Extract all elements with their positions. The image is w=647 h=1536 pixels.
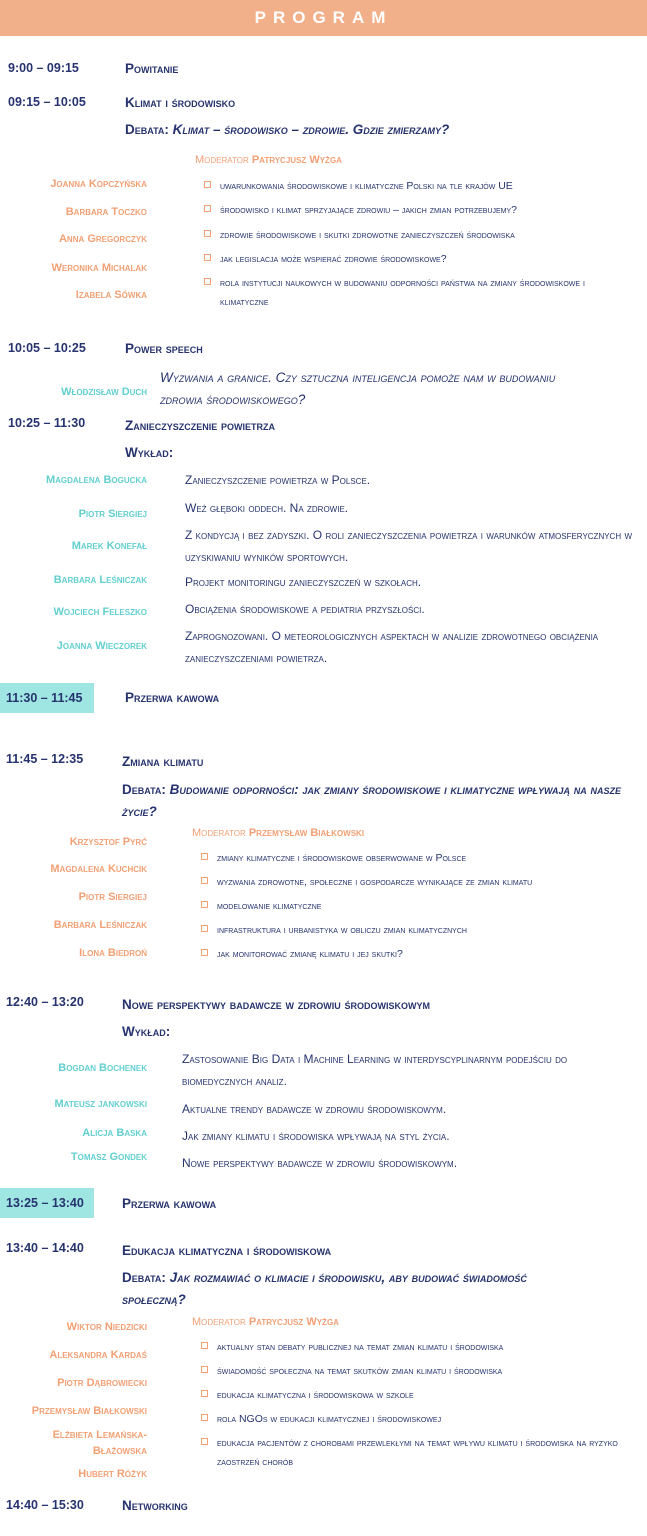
topic-item: jak legislacja może wspierać zdrowie środowiskowe? (204, 250, 624, 269)
topic-item: infrastruktura i urbanistyka w obliczu zmian klimatycznych (201, 921, 631, 940)
debate-prefix: Debata: (122, 782, 170, 797)
talk-title: Jak zmiany klimatu i środowiska wpływają na styl życia. (182, 1129, 450, 1143)
checkbox-bullet-icon (201, 1390, 208, 1397)
talk-title: Zaprognozowani. O meteorologicznych aspektach w analizie zdrowotnego obciążenia zanieczyszczeniami powietrza. (185, 629, 599, 665)
checkbox-bullet-icon (204, 254, 211, 261)
speaker-name: Hubert Różyk (78, 1468, 147, 1480)
moderator-label: Moderator (192, 1316, 249, 1328)
speaker-name: Piotr Dąbrowiecki (57, 1377, 147, 1389)
topic-item: wyzwania zdrowotne, społeczne i gospodarcze wynikające ze zmian klimatu (201, 873, 631, 892)
checkbox-bullet-icon (201, 901, 208, 908)
speaker-name: Barbara Leśniczak (53, 574, 147, 586)
session-time: 9:00 – 09:15 (8, 61, 79, 75)
debate-heading (122, 779, 637, 823)
moderator (192, 1316, 339, 1328)
moderator-name: Patrycjusz Wyżga (248, 1316, 339, 1328)
topic-item: zmiany klimatyczne i środowiskowe obserwowane w Polsce (201, 849, 631, 868)
session-time: 10:05 – 10:25 (8, 341, 86, 355)
debate-title: Klimat – środowisko – zdrowie. Gdzie zmierzamy? (172, 122, 450, 137)
checkbox-bullet-icon (201, 1366, 208, 1373)
topic-item: modelowanie klimatyczne (201, 897, 631, 916)
speaker-name: Włodzisław Duch (61, 386, 147, 398)
moderator (192, 827, 364, 839)
speaker-name: Mateusz jankowski (54, 1098, 147, 1110)
session-title: Networking (122, 1498, 188, 1513)
talk-title: Z kondycją i bez zadyszki. O roli zanieczyszczenia powietrza i warunków atmosferycznych w uzyskiwaniu wyników sportowych. (185, 528, 632, 564)
debate-heading (122, 1267, 592, 1311)
talk-title: Projekt monitoringu zanieczyszczeń w szkołach. (185, 575, 422, 589)
break-time-box (0, 1188, 94, 1218)
checkbox-bullet-icon (204, 230, 211, 237)
checkbox-bullet-icon (201, 949, 208, 956)
checkbox-bullet-icon (201, 1438, 208, 1445)
speaker-name: Wojciech Feleszko (53, 606, 147, 618)
talk-title: Aktualne trendy badawcze w zdrowiu środowiskowym. (182, 1102, 447, 1116)
speaker-name: Bogdan Bochenek (58, 1062, 147, 1074)
speaker-name: Krzysztof Pyrć (69, 836, 147, 848)
moderator-name: Przemysław Białkowski (248, 827, 365, 839)
checkbox-bullet-icon (204, 181, 211, 188)
session-title: Zanieczyszczenie powietrza (125, 418, 275, 433)
checkbox-bullet-icon (201, 853, 208, 860)
moderator-label: Moderator (195, 154, 252, 166)
speaker-name: Weronika Michalak (51, 262, 147, 274)
moderator (195, 154, 342, 166)
program-header (0, 0, 647, 36)
debate-title: Jak rozmawiać o klimacie i środowisku, aby budować świadomość społeczną? (122, 1270, 527, 1307)
session-title: Power speech (125, 341, 203, 356)
checkbox-bullet-icon (201, 877, 208, 884)
speaker-name: Barbara Toczko (65, 206, 147, 218)
topic-item: edukacja klimatyczna i środowiskowa w szkole (201, 1386, 621, 1405)
moderator-label: Moderator (192, 827, 249, 839)
topic-item: aktualny stan debaty publicznej na temat zmian klimatu i środowiska (201, 1338, 621, 1357)
session-time: 13:40 – 14:40 (6, 1241, 84, 1255)
session-time: 14:40 – 15:30 (6, 1498, 84, 1512)
moderator-name: Patrycjusz Wyżga (251, 154, 342, 166)
session-title: Powitanie (125, 61, 179, 76)
talk-title: Weź głęboki oddech. Na zdrowie. (185, 501, 349, 515)
topic-item: zdrowie środowiskowe i skutki zdrowotne zanieczyszczeń środowiska (204, 226, 624, 245)
topic-item: rola instytucji naukowych w budowaniu odporności państwa na zmiany środowiskowe i klimatyczne (204, 274, 624, 312)
checkbox-bullet-icon (201, 1342, 208, 1349)
speaker-name: Joanna Kopczyńska (50, 178, 147, 190)
checkbox-bullet-icon (201, 925, 208, 932)
topic-item: świadomość społeczna na temat skutków zmian klimatu i środowiska (201, 1362, 621, 1381)
speaker-name: Joanna Wieczorek (56, 640, 147, 652)
program-title: PROGRAM (254, 8, 393, 27)
speaker-name: Przemysław Białkowski (31, 1405, 147, 1417)
break-title: Przerwa kawowa (125, 690, 220, 705)
talk-title: Obciążenia środowiskowe a pediatria przyszłości. (185, 602, 425, 616)
lecture-label: Wykład: (122, 1024, 171, 1039)
speaker-name: Anna Gregorczyk (58, 233, 147, 245)
debate-title: Budowanie odporności: jak zmiany środowiskowe i klimatyczne wpływają na nasze życie? (122, 782, 622, 819)
speaker-name: Magdalena Kuchcik (50, 863, 147, 875)
speaker-name: Marek Konefał (71, 540, 147, 552)
speaker-name: Elżbieta Lemańska-Błażowska (52, 1429, 147, 1457)
speaker-name: Wiktor Niedzicki (66, 1321, 147, 1333)
topic-item: edukacja pacjentów z chorobami przewlekłymi na temat wpływu klimatu i środowiska na ryzyko zaostrzeń chorób (201, 1434, 621, 1472)
speaker-name: Tomasz Gondek (70, 1151, 147, 1163)
topic-item: środowisko i klimat sprzyjające zdrowiu – jakich zmian potrzebujemy? (204, 201, 624, 220)
session-time: 11:45 – 12:35 (6, 752, 84, 766)
topic-item: rola NGOs w edukacji klimatycznej i środowiskowej (201, 1410, 621, 1429)
speaker-name: Aleksandra Kardaś (49, 1349, 147, 1361)
break-time: 13:25 – 13:40 (6, 1196, 84, 1210)
checkbox-bullet-icon (201, 1414, 208, 1421)
speaker-name: Magdalena Bogucka (45, 474, 147, 486)
debate-heading (125, 119, 625, 141)
session-time: 10:25 – 11:30 (8, 416, 86, 430)
session-title: Edukacja klimatyczna i środowiskowa (122, 1243, 332, 1258)
speaker-name: Izabela Sówka (75, 289, 147, 301)
talk-title: Nowe perspektywy badawcze w zdrowiu środowiskowym. (182, 1156, 458, 1170)
debate-prefix: Debata: (125, 122, 173, 137)
session-time: 09:15 – 10:05 (8, 95, 86, 109)
break-title: Przerwa kawowa (122, 1196, 217, 1211)
topic-item: uwarunkowania środowiskowe i klimatyczne Polski na tle krajów UE (204, 177, 624, 196)
session-title: Klimat i środowisko (125, 95, 236, 110)
speaker-name: Alicja Baska (82, 1127, 147, 1139)
lecture-label: Wykład: (125, 445, 174, 460)
break-time: 11:30 – 11:45 (6, 691, 83, 705)
session-time: 12:40 – 13:20 (6, 995, 84, 1009)
talk-title: Wyzwania a granice. Czy sztuczna inteligencja pomoże nam w budowaniu zdrowia środowiskowego? (160, 370, 556, 407)
debate-prefix: Debata: (122, 1270, 170, 1285)
session-title: Zmiana klimatu (122, 754, 204, 769)
talk-title: Zastosowanie Big Data i Machine Learning w interdyscyplinarnym podejściu do biomedycznych analiz. (182, 1052, 568, 1088)
speaker-name: Barbara Leśniczak (53, 919, 147, 931)
topic-item: jak monitorować zmianę klimatu i jej skutki? (201, 945, 631, 964)
checkbox-bullet-icon (204, 278, 211, 285)
speaker-name: Piotr Siergiej (78, 891, 147, 903)
session-title: Nowe perspektywy badawcze w zdrowiu środowiskowym (122, 997, 430, 1012)
speaker-name: Piotr Siergiej (78, 508, 147, 520)
talk-title: Zanieczyszczenie powietrza w Polsce. (185, 473, 371, 487)
speaker-name: Ilona Biedroń (79, 947, 147, 959)
checkbox-bullet-icon (204, 205, 211, 212)
break-time-box (0, 683, 94, 713)
